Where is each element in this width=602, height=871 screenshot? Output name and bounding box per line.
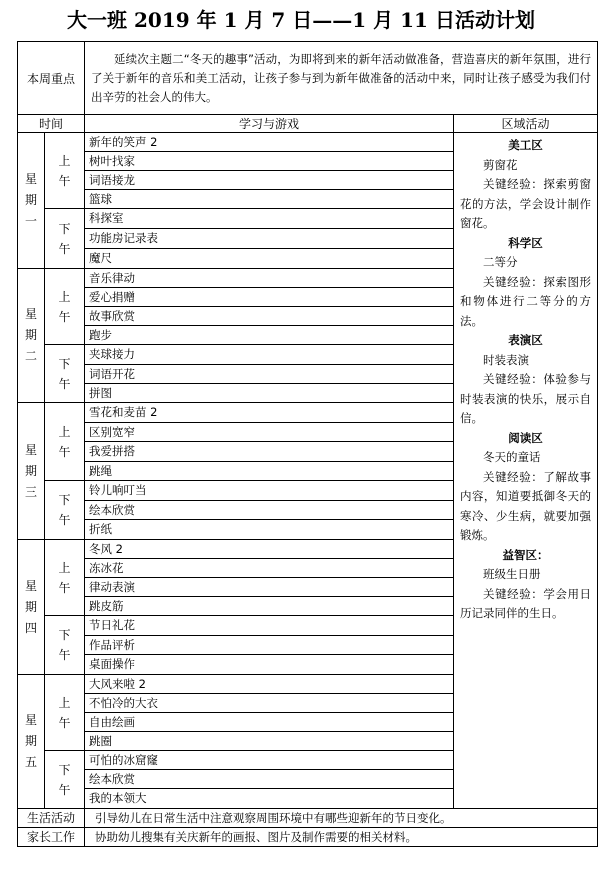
area-activity: 冬天的童话 xyxy=(483,450,541,464)
activity-item: 不怕冷的大衣 xyxy=(85,694,454,713)
area-activity: 二等分 xyxy=(483,255,518,269)
activity-item: 新年的笑声 2 xyxy=(85,133,454,152)
weekday-label: 星 期 一 xyxy=(18,133,45,269)
activity-item: 跳绳 xyxy=(85,462,454,481)
area-key-experience: 关键经验：探索图形和物体进行二等分的方法。 xyxy=(460,274,592,328)
activity-item: 篮球 xyxy=(85,190,454,209)
parent-work-row xyxy=(18,828,598,847)
activity-item: 铃儿响叮当 xyxy=(85,481,454,501)
activity-item: 桌面操作 xyxy=(85,655,454,675)
weekday-label: 星 期 四 xyxy=(18,540,45,675)
focus-text: 延续次主题二“冬天的趣事”活动，为即将到来的新年活动做准备，营造喜庆的新年氛围，进行了关于新年的音乐和美工活动，让孩子参与到为新年做准备的活动中来，同时让孩子感受为我们付出辛劳的社会人的伟大。 xyxy=(85,42,598,115)
focus-label: 本周重点 xyxy=(18,42,85,115)
area-name: 阅读区 xyxy=(508,430,543,445)
area-activity: 时装表演 xyxy=(483,352,530,367)
focus-row xyxy=(18,42,598,115)
parent-work-label: 家长工作 xyxy=(18,828,85,847)
activity-item: 折纸 xyxy=(85,520,454,540)
activity-item: 跑步 xyxy=(85,326,454,345)
area-name: 益智区： xyxy=(502,547,549,562)
schedule-row xyxy=(18,133,598,152)
activity-item: 律动表演 xyxy=(85,578,454,597)
activity-item: 跳皮筋 xyxy=(85,597,454,616)
activity-item: 爱心捐赠 xyxy=(85,288,454,307)
afternoon-label: 下 午 xyxy=(45,209,85,269)
activity-item: 绘本欣赏 xyxy=(85,770,454,789)
life-activity-row xyxy=(18,809,598,828)
life-activity-label: 生活活动 xyxy=(18,809,85,828)
afternoon-label: 下 午 xyxy=(45,751,85,809)
activity-item: 我的本领大 xyxy=(85,789,454,809)
activity-item: 功能房记录表 xyxy=(85,229,454,249)
activity-item: 节日礼花 xyxy=(85,616,454,636)
activity-item: 我爱拼搭 xyxy=(85,442,454,462)
activity-item: 科探室 xyxy=(85,209,454,229)
life-activity-text: 引导幼儿在日常生活中注意观察周围环境中有哪些迎新年的节日变化。 xyxy=(85,809,598,828)
area-key-experience: 关键经验：学会用日历记录同伴的生日。 xyxy=(460,586,592,620)
afternoon-label: 下 午 xyxy=(45,481,85,540)
activity-item: 夹球接力 xyxy=(85,345,454,365)
page-title: 大一班 2019 年 1 月 7 日——1 月 11 日活动计划 xyxy=(67,8,535,32)
activity-item: 词语接龙 xyxy=(85,171,454,190)
activity-item: 冻冰花 xyxy=(85,559,454,578)
area-name: 美工区 xyxy=(508,138,543,152)
weekday-label: 星 期 二 xyxy=(18,269,45,403)
activity-item: 雪花和麦苗 2 xyxy=(85,403,454,423)
activity-item: 作品评析 xyxy=(85,636,454,655)
activity-item: 可怕的冰窟窿 xyxy=(85,751,454,770)
morning-label: 上 午 xyxy=(45,403,85,481)
header-row xyxy=(18,115,598,133)
activity-item: 词语开花 xyxy=(85,365,454,384)
activity-item: 拼图 xyxy=(85,384,454,403)
morning-label: 上 午 xyxy=(45,133,85,209)
weekday-label: 星 期 五 xyxy=(18,675,45,809)
area-key-experience: 关键经验：探索剪窗花的方法，学会设计制作窗花。 xyxy=(460,177,592,230)
activity-item: 故事欣赏 xyxy=(85,307,454,326)
area-activities xyxy=(454,133,598,809)
activity-item: 区别宽窄 xyxy=(85,423,454,442)
morning-label: 上 午 xyxy=(45,540,85,616)
weekday-label: 星 期 三 xyxy=(18,403,45,540)
activity-item: 魔尺 xyxy=(85,249,454,269)
activity-item: 大风来啦 2 xyxy=(85,675,454,694)
area-activity: 班级生日册 xyxy=(483,567,541,581)
area-key-experience: 关键经验：了解故事内容，知道要抵御冬天的寒冷、少生病，就要加强锻炼。 xyxy=(460,469,592,542)
area-activity: 剪窗花 xyxy=(483,157,518,172)
header-area: 区域活动 xyxy=(454,115,598,133)
afternoon-label: 下 午 xyxy=(45,616,85,675)
activity-item: 树叶找家 xyxy=(85,152,454,171)
activity-item: 音乐律动 xyxy=(85,269,454,288)
header-learning: 学习与游戏 xyxy=(85,115,454,133)
activity-item: 绘本欣赏 xyxy=(85,501,454,520)
header-time: 时间 xyxy=(18,115,85,133)
parent-work-text: 协助幼儿搜集有关庆新年的画报、图片及制作需要的相关材料。 xyxy=(85,828,598,847)
area-key-experience: 关键经验：体验参与时装表演的快乐，展示自信。 xyxy=(460,372,592,425)
morning-label: 上 午 xyxy=(45,269,85,345)
activity-plan-table xyxy=(17,41,598,847)
area-name: 科学区 xyxy=(508,235,543,250)
activity-item: 冬风 2 xyxy=(85,540,454,559)
activity-item: 自由绘画 xyxy=(85,713,454,732)
afternoon-label: 下 午 xyxy=(45,345,85,403)
morning-label: 上 午 xyxy=(45,675,85,751)
area-name: 表演区 xyxy=(508,333,543,347)
activity-item: 跳圈 xyxy=(85,732,454,751)
